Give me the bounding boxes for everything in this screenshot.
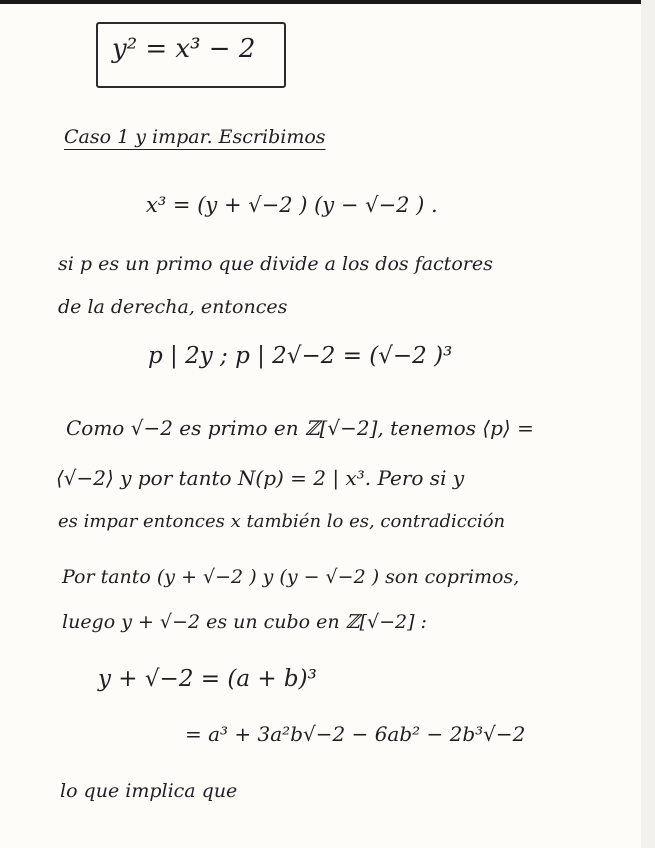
factorization-equation: x³ = (y + √−2 ) (y − √−2 ) . <box>146 193 438 217</box>
cube-equation: y + √−2 = (a + b)³ <box>98 666 317 692</box>
case-heading-line: Caso 1 y impar. Escribimos <box>64 126 326 148</box>
text-line: Como √−2 es primo en ℤ[√−2], tenemos ⟨p⟩ = <box>66 416 534 440</box>
scan-right-edge <box>641 0 655 848</box>
text-line: lo que implica que <box>60 780 238 802</box>
text-line: luego y + √−2 es un cubo en ℤ[√−2] : <box>62 611 427 633</box>
text-line: de la derecha, entonces <box>58 296 288 318</box>
divisibility-equation: p | 2y ; p | 2√−2 = (√−2 )³ <box>148 343 453 369</box>
text-line: Por tanto (y + √−2 ) y (y − √−2 ) son coprimos, <box>62 566 520 588</box>
boxed-equation: y² = x³ − 2 <box>112 34 256 64</box>
scan-top-edge <box>0 0 655 4</box>
text-line: es impar entonces x también lo es, contradicción <box>58 511 506 532</box>
text-line: ⟨√−2⟩ y por tanto N(p) = 2 | x³. Pero si y <box>56 466 465 490</box>
expansion-equation: = a³ + 3a²b√−2 − 6ab² − 2b³√−2 <box>185 722 526 746</box>
text-line: si p es un primo que divide a los dos factores <box>58 253 493 275</box>
